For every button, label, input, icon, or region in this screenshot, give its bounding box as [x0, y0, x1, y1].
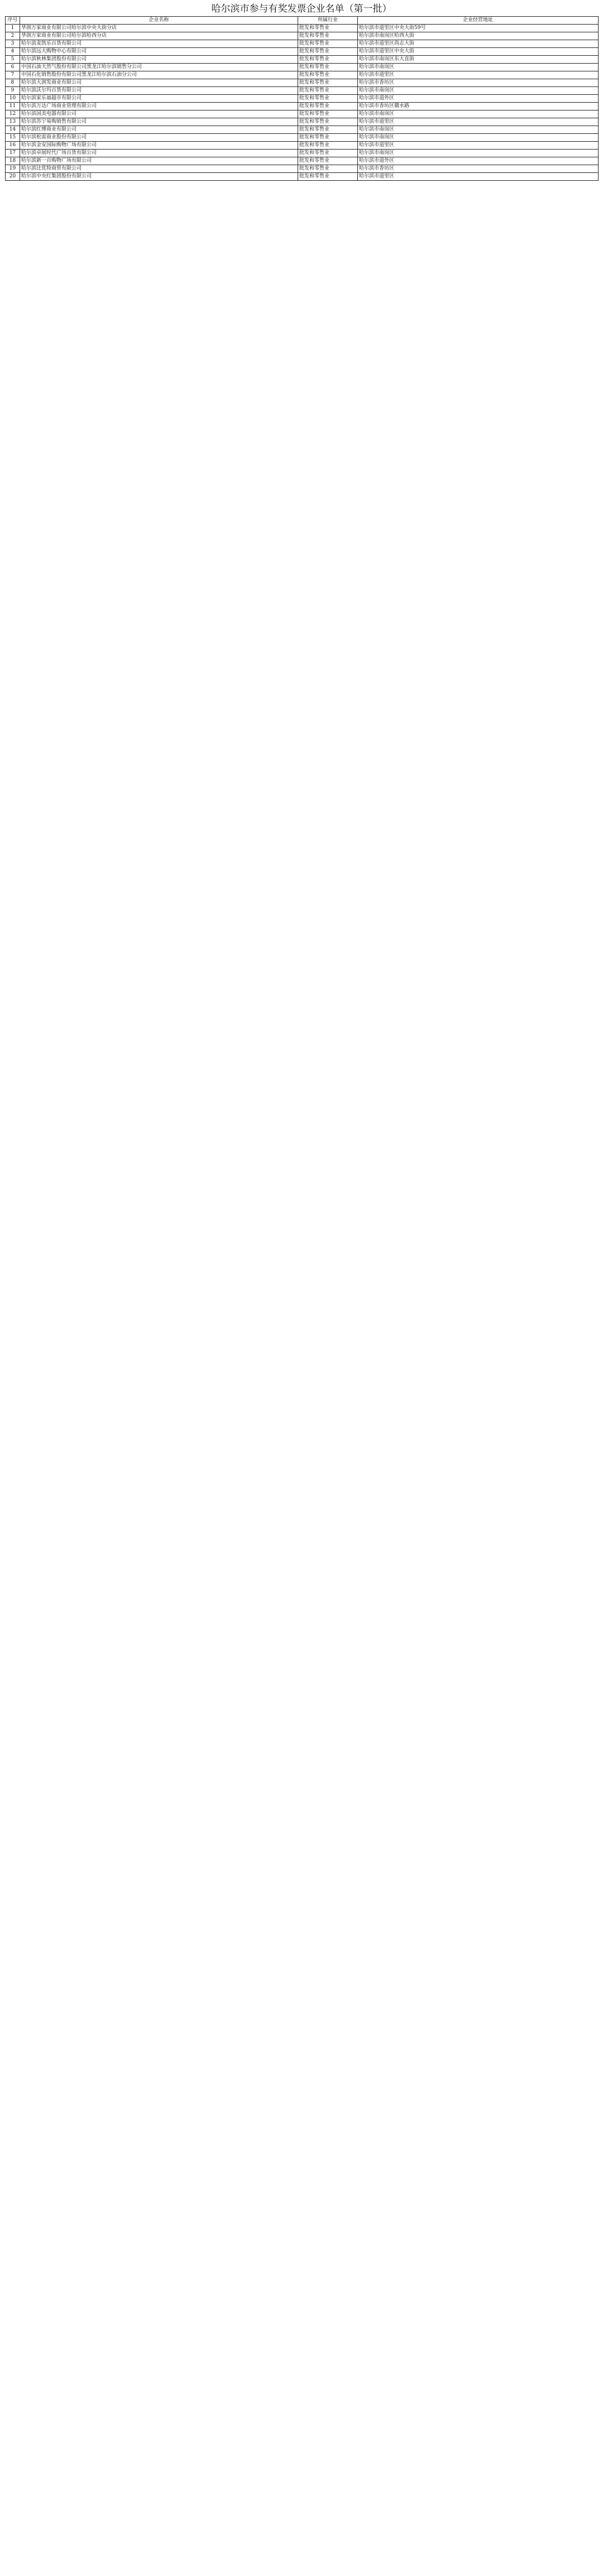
cell-address: 哈尔滨市南岗区 — [358, 126, 599, 134]
table-row — [6, 95, 599, 103]
header-industry: 所属行业 — [298, 17, 358, 25]
table-row — [6, 25, 599, 32]
cell-industry: 批发和零售业 — [298, 118, 358, 126]
cell-address: 哈尔滨市道外区 — [358, 95, 599, 103]
cell-enterprise-name: 哈尔滨沃尔玛百货有限公司 — [20, 87, 298, 95]
cell-address: 哈尔滨市道里区 — [358, 142, 599, 150]
cell-address: 哈尔滨市南岗区 — [358, 64, 599, 71]
cell-enterprise-name: 哈尔滨苏宁易购销售有限公司 — [20, 118, 298, 126]
table-row — [6, 56, 599, 64]
cell-serial: 7 — [6, 71, 20, 79]
cell-serial: 5 — [6, 56, 20, 64]
cell-industry: 批发和零售业 — [298, 32, 358, 40]
table-row — [6, 173, 599, 181]
table-row — [6, 40, 599, 48]
cell-serial: 11 — [6, 103, 20, 110]
table-row — [6, 87, 599, 95]
cell-industry: 批发和零售业 — [298, 40, 358, 48]
cell-enterprise-name: 哈尔滨比优特商贸有限公司 — [20, 165, 298, 173]
cell-address: 哈尔滨市道里区尚志大街 — [358, 40, 599, 48]
table-row — [6, 126, 599, 134]
cell-industry: 批发和零售业 — [298, 48, 358, 56]
table-row — [6, 32, 599, 40]
cell-industry: 批发和零售业 — [298, 95, 358, 103]
cell-address: 哈尔滨市道里区中央大街59号 — [358, 25, 599, 32]
header-serial: 序号 — [6, 17, 20, 25]
cell-serial: 10 — [6, 95, 20, 103]
table-row — [6, 165, 599, 173]
table-row — [6, 103, 599, 110]
cell-enterprise-name: 哈尔滨远大购物中心有限公司 — [20, 48, 298, 56]
table-row — [6, 157, 599, 165]
cell-enterprise-name: 哈尔滨大润发商业有限公司 — [20, 79, 298, 87]
cell-enterprise-name: 哈尔滨万达广场商业管理有限公司 — [20, 103, 298, 110]
cell-address: 哈尔滨市南岗区 — [358, 134, 599, 142]
cell-industry: 批发和零售业 — [298, 157, 358, 165]
table-row — [6, 48, 599, 56]
cell-industry: 批发和零售业 — [298, 142, 358, 150]
cell-address: 哈尔滨市香坊区 — [358, 79, 599, 87]
cell-industry: 批发和零售业 — [298, 103, 358, 110]
cell-address: 哈尔滨市南岗区 — [358, 87, 599, 95]
cell-serial: 17 — [6, 150, 20, 157]
cell-enterprise-name: 华润万家商业有限公司哈尔滨哈西分店 — [20, 32, 298, 40]
cell-enterprise-name: 哈尔滨国美电器有限公司 — [20, 110, 298, 118]
table-header-row — [6, 17, 599, 25]
cell-serial: 9 — [6, 87, 20, 95]
cell-enterprise-name: 哈尔滨金安国际购物广场有限公司 — [20, 142, 298, 150]
cell-enterprise-name: 哈尔滨红博商业有限公司 — [20, 126, 298, 134]
cell-address: 哈尔滨市南岗区 — [358, 150, 599, 157]
cell-enterprise-name: 哈尔滨新一百购物广场有限公司 — [20, 157, 298, 165]
cell-serial: 18 — [6, 157, 20, 165]
cell-enterprise-name: 哈尔滨麦凯乐百货有限公司 — [20, 40, 298, 48]
cell-address: 哈尔滨市道里区 — [358, 118, 599, 126]
cell-enterprise-name: 哈尔滨秋林集团股份有限公司 — [20, 56, 298, 64]
cell-industry: 批发和零售业 — [298, 126, 358, 134]
cell-serial: 20 — [6, 173, 20, 181]
cell-industry: 批发和零售业 — [298, 79, 358, 87]
cell-enterprise-name: 哈尔滨卓展时代广场百货有限公司 — [20, 150, 298, 157]
cell-serial: 13 — [6, 118, 20, 126]
cell-industry: 批发和零售业 — [298, 173, 358, 181]
table-row — [6, 79, 599, 87]
cell-industry: 批发和零售业 — [298, 56, 358, 64]
table-row — [6, 142, 599, 150]
cell-serial: 19 — [6, 165, 20, 173]
cell-industry: 批发和零售业 — [298, 110, 358, 118]
cell-enterprise-name: 哈尔滨中央红集团股份有限公司 — [20, 173, 298, 181]
header-enterprise-name: 企业名称 — [20, 17, 298, 25]
cell-serial: 6 — [6, 64, 20, 71]
cell-industry: 批发和零售业 — [298, 71, 358, 79]
cell-serial: 8 — [6, 79, 20, 87]
cell-enterprise-name: 哈尔滨家乐福超市有限公司 — [20, 95, 298, 103]
table-row — [6, 64, 599, 71]
cell-serial: 12 — [6, 110, 20, 118]
cell-enterprise-name: 中国石化销售股份有限公司黑龙江哈尔滨石油分公司 — [20, 71, 298, 79]
cell-address: 哈尔滨市道外区 — [358, 157, 599, 165]
cell-industry: 批发和零售业 — [298, 25, 358, 32]
cell-address: 哈尔滨市道里区 — [358, 71, 599, 79]
cell-enterprise-name: 中国石油天然气股份有限公司黑龙江哈尔滨销售分公司 — [20, 64, 298, 71]
cell-address: 哈尔滨市南岗区东大直街 — [358, 56, 599, 64]
cell-address: 哈尔滨市南岗区哈西大街 — [358, 32, 599, 40]
cell-address: 哈尔滨市香坊区 — [358, 165, 599, 173]
page-title: 哈尔滨市参与有奖发票企业名单（第一批） — [211, 3, 392, 15]
cell-serial: 1 — [6, 25, 20, 32]
cell-industry: 批发和零售业 — [298, 87, 358, 95]
cell-address: 哈尔滨市香坊区赣水路 — [358, 103, 599, 110]
table-row — [6, 134, 599, 142]
cell-address: 哈尔滨市道里区 — [358, 173, 599, 181]
cell-industry: 批发和零售业 — [298, 64, 358, 71]
cell-industry: 批发和零售业 — [298, 134, 358, 142]
table-row — [6, 118, 599, 126]
cell-enterprise-name: 哈尔滨松雷商业股份有限公司 — [20, 134, 298, 142]
cell-address: 哈尔滨市南岗区 — [358, 110, 599, 118]
cell-serial: 3 — [6, 40, 20, 48]
cell-address: 哈尔滨市道里区中央大街 — [358, 48, 599, 56]
header-address: 企业经营地址 — [358, 17, 599, 25]
table-row — [6, 150, 599, 157]
cell-industry: 批发和零售业 — [298, 165, 358, 173]
table-row — [6, 110, 599, 118]
cell-enterprise-name: 华润万家商业有限公司哈尔滨中央大街分店 — [20, 25, 298, 32]
cell-serial: 2 — [6, 32, 20, 40]
cell-serial: 16 — [6, 142, 20, 150]
cell-serial: 14 — [6, 126, 20, 134]
cell-industry: 批发和零售业 — [298, 150, 358, 157]
cell-serial: 4 — [6, 48, 20, 56]
cell-serial: 15 — [6, 134, 20, 142]
enterprise-table — [5, 16, 599, 181]
table-row — [6, 71, 599, 79]
